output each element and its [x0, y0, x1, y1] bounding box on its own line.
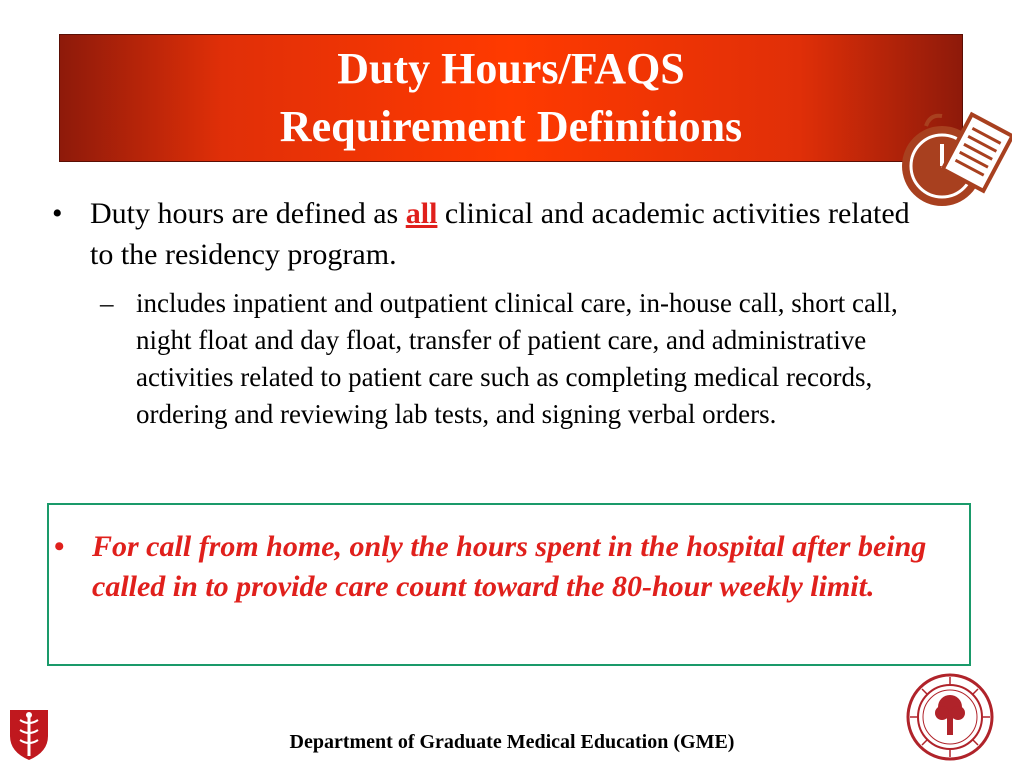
bullet-icon: • — [54, 530, 65, 563]
highlight-all: all — [405, 197, 438, 230]
clock-document-icon — [896, 100, 1012, 212]
sub-bullet-text: includes inpatient and outpatient clinical care, in-house call, short call, night float and day float, transfer of patient care, and administrative activities related to patient care such as completing medical records, ordering and reviewing lab tests, and signing verbal orders. — [136, 288, 898, 429]
callout-text: For call from home, only the hours spent in the hospital after being called in to provide care count toward the 80-hour weekly limit. — [92, 530, 927, 603]
bullet-text-after: clinical and academic activities related to the residency program. — [90, 197, 910, 271]
sub-bullet-includes — [100, 285, 950, 433]
title-line-1: Duty Hours/FAQS — [337, 44, 685, 93]
footer-department: Department of Graduate Medical Education (GME) — [289, 731, 735, 753]
callout-text-block — [54, 527, 934, 607]
dash-icon: – — [100, 288, 114, 318]
callout-box — [47, 503, 971, 666]
title-line-2: Requirement Definitions — [279, 102, 743, 151]
bullet-duty-hours — [52, 193, 912, 275]
university-seal — [906, 673, 994, 761]
bullet-duty-hours-text — [90, 193, 912, 275]
bullet-icon: • — [52, 197, 63, 230]
caduceus-shield-logo — [6, 706, 52, 762]
title-banner — [59, 34, 963, 162]
bullet-text-before: Duty hours are defined as — [90, 197, 406, 230]
